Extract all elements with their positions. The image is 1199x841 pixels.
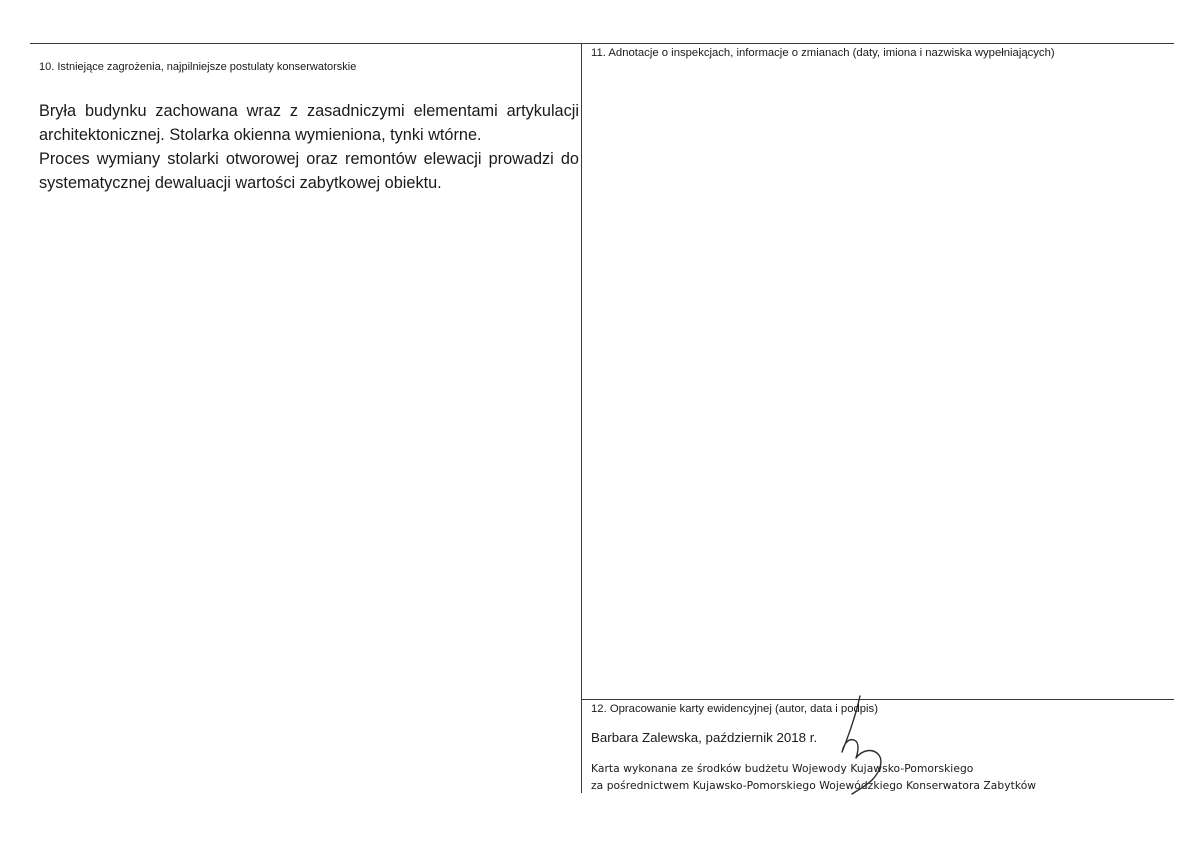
section-11-label: 11. Adnotacje o inspekcjach, informacje o zmianach (daty, imiona i nazwiska wypełniających) [591,47,1055,59]
section-10-paragraph: Proces wymiany stolarki otworowej oraz remontów elewacji prowadzi do systematycznej dewaluacji wartości zabytkowej obiektu. [39,150,579,192]
section-12-label: 12. Opracowanie karty ewidencyjnej (autor, data i podpis) [591,703,878,715]
column-divider [581,43,582,793]
section-10-label: 10. Istniejące zagrożenia, najpilniejsze postulaty konserwatorskie [39,61,357,73]
signature-icon [826,694,886,798]
section-10-paragraph: Bryła budynku zachowana wraz z zasadniczymi elementami artykulacji architektonicznej. Stolarka okienna wymieniona, tynki wtórne. [39,102,579,144]
author-line: Barbara Zalewska, październik 2018 r. [591,730,818,745]
funding-line-2: za pośrednictwem Kujawsko-Pomorskiego Wojewódzkiego Konserwatora Zabytków [591,779,1037,792]
funding-line-1: Karta wykonana ze środków budżetu Wojewody Kujawsko-Pomorskiego [591,762,974,775]
section-10-body [39,99,579,195]
top-rule [30,43,1174,44]
